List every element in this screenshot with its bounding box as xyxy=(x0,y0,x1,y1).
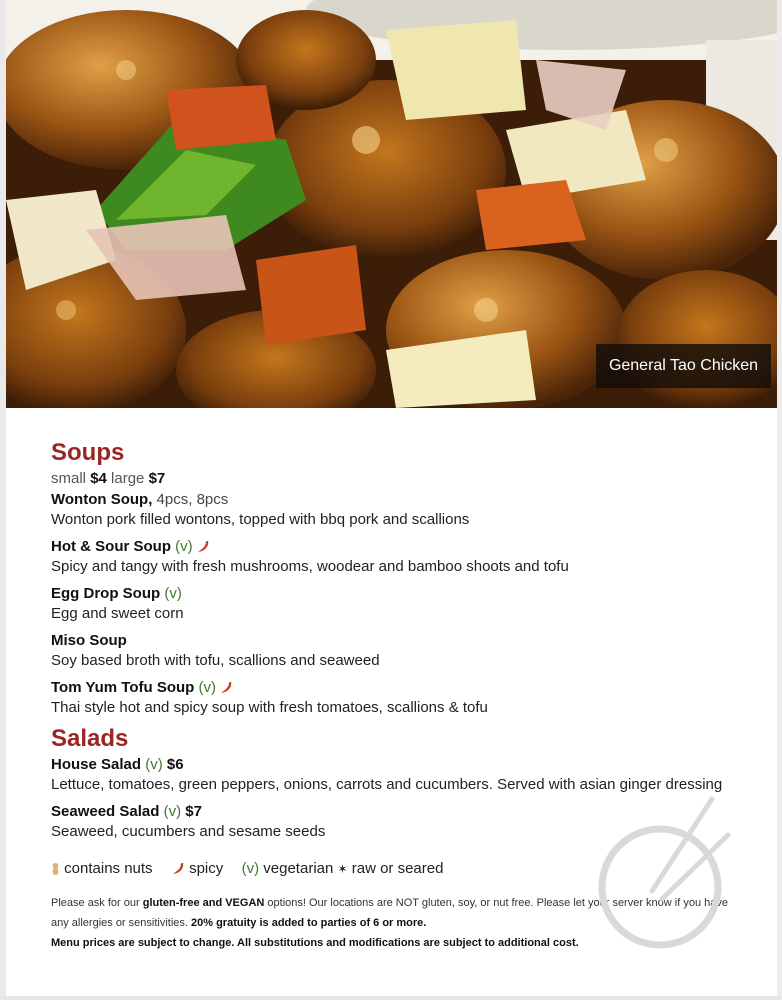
item-description: Lettuce, tomatoes, green peppers, onions, carrots and cucumbers. Served with asian ginger dressing xyxy=(51,776,723,793)
item-price: $7 xyxy=(185,803,202,820)
peanut-icon xyxy=(51,862,60,876)
item-name: Wonton Soup, xyxy=(51,491,153,508)
chili-pepper-icon xyxy=(196,541,210,553)
section-title-soups: Soups xyxy=(51,439,125,466)
note-bold: gluten-free and VEGAN xyxy=(142,897,265,909)
item-name: House Salad xyxy=(51,756,142,773)
note-text: options! Our locations are NOT gluten, soy, or nut free. Please let your server know if you have any allergies or sensitivities. xyxy=(51,897,728,929)
price-change-note: Menu prices are subject to change. All substitutions and modifications are subject to additional cost. xyxy=(51,937,579,949)
photo-caption: General Tao Chicken xyxy=(596,344,771,388)
menu-item-hot-sour-soup xyxy=(51,536,751,577)
page-edge-bottom xyxy=(0,996,782,1000)
vegetarian-mark: (v) xyxy=(163,803,182,820)
item-description: Spicy and tangy with fresh mushrooms, woodear and bamboo shoots and tofu xyxy=(51,558,569,575)
menu-item-house-salad xyxy=(51,754,751,795)
menu-item-wonton-soup xyxy=(51,489,751,530)
price-large: $7 xyxy=(148,470,166,487)
chili-pepper-icon xyxy=(171,863,185,875)
legend-veg-label: vegetarian xyxy=(263,860,334,878)
item-price: $6 xyxy=(166,756,184,773)
item-name: Seaweed Salad xyxy=(51,803,160,820)
item-description: Thai style hot and spicy soup with fresh tomatoes, scallions & tofu xyxy=(51,699,488,716)
menu-item-egg-drop-soup xyxy=(51,583,751,624)
legend-nuts-label: contains nuts xyxy=(64,860,153,878)
section-title-salads: Salads xyxy=(51,725,129,752)
chopsticks-bowl-logo xyxy=(590,795,740,955)
gratuity-note: 20% gratuity is added to parties of 6 or more. xyxy=(191,917,427,929)
hero-food-photo xyxy=(6,0,777,408)
vegetarian-mark: (v) xyxy=(175,538,193,555)
menu-content xyxy=(51,438,751,848)
legend-raw-label: raw or seared xyxy=(351,860,444,878)
item-description: Seaweed, cucumbers and sesame seeds xyxy=(51,823,326,840)
vegetarian-mark: (v) xyxy=(145,756,163,773)
page-edge-right xyxy=(777,0,782,1000)
legend-spicy-label: spicy xyxy=(189,860,224,878)
menu-item-tom-yum-tofu-soup xyxy=(51,677,751,718)
item-portions: 4pcs, 8pcs xyxy=(156,491,229,508)
vegetarian-mark: (v) xyxy=(198,679,216,696)
item-name: Miso Soup xyxy=(51,632,127,649)
price-large-label: large xyxy=(111,470,145,487)
item-description: Egg and sweet corn xyxy=(51,605,184,622)
item-name: Egg Drop Soup xyxy=(51,585,161,602)
chili-pepper-icon xyxy=(219,682,233,694)
note-text: Please ask for our xyxy=(51,897,143,909)
price-small-label: small xyxy=(51,470,87,487)
item-description: Soy based broth with tofu, scallions and seaweed xyxy=(51,652,380,669)
item-name: Hot & Sour Soup xyxy=(51,538,171,555)
soup-price-line xyxy=(51,468,751,489)
vegetarian-mark: (v) xyxy=(164,585,182,602)
menu-item-miso-soup xyxy=(51,630,751,671)
item-name: Tom Yum Tofu Soup xyxy=(51,679,195,696)
menu-legend xyxy=(51,858,443,880)
price-small: $4 xyxy=(90,470,107,487)
item-description: Wonton pork filled wontons, topped with bbq pork and scallions xyxy=(51,511,470,528)
legend-veg-symbol: (v) xyxy=(241,860,260,878)
asterisk-icon: ✶ xyxy=(337,862,348,877)
